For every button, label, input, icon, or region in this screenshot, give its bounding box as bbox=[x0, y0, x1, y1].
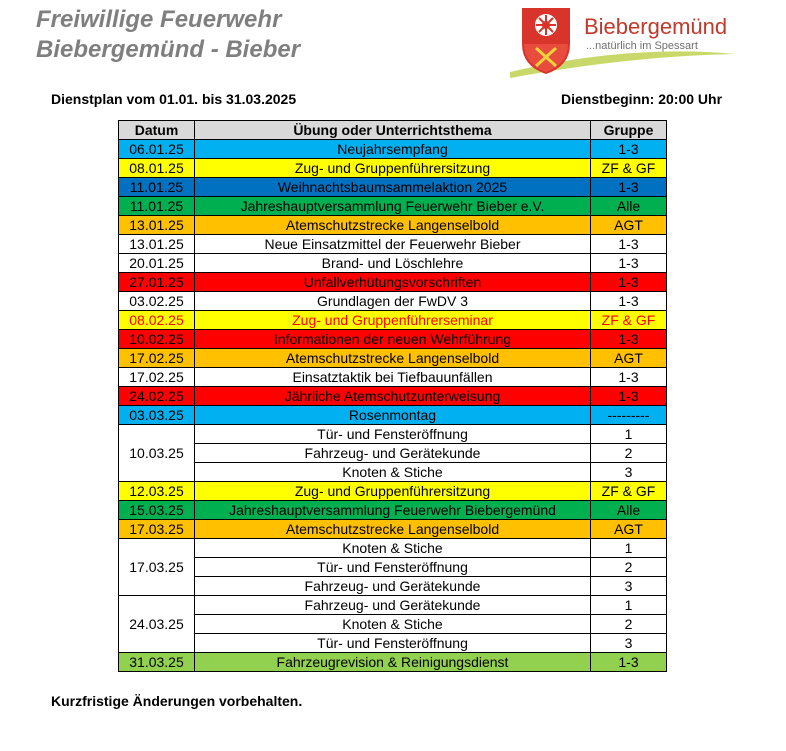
topic-cell: Knoten & Stiche bbox=[195, 539, 591, 558]
topic-cell: Jahreshauptversammlung Feuerwehr Bieber e.V. bbox=[195, 197, 591, 216]
date-cell: 03.03.25 bbox=[119, 406, 195, 425]
group-cell: ZF & GF bbox=[591, 482, 667, 501]
date-cell: 27.01.25 bbox=[119, 273, 195, 292]
topic-cell: Zug- und Gruppenführerseminar bbox=[195, 311, 591, 330]
date-cell: 17.03.25 bbox=[119, 539, 195, 596]
date-cell: 13.01.25 bbox=[119, 235, 195, 254]
column-header-topic: Übung oder Unterrichtsthema bbox=[195, 121, 591, 140]
topic-cell: Fahrzeugrevision & Reinigungsdienst bbox=[195, 653, 591, 672]
group-cell: 2 bbox=[591, 558, 667, 577]
topic-cell: Einsatztaktik bei Tiefbauunfällen bbox=[195, 368, 591, 387]
table-row bbox=[119, 254, 667, 273]
table-row bbox=[119, 216, 667, 235]
table-row bbox=[119, 634, 667, 653]
table-row bbox=[119, 520, 667, 539]
date-cell: 03.02.25 bbox=[119, 292, 195, 311]
table-row bbox=[119, 235, 667, 254]
topic-cell: Knoten & Stiche bbox=[195, 615, 591, 634]
date-cell: 24.02.25 bbox=[119, 387, 195, 406]
table-row bbox=[119, 349, 667, 368]
topic-cell: Zug- und Gruppenführersitzung bbox=[195, 482, 591, 501]
footer-note: Kurzfristige Änderungen vorbehalten. bbox=[51, 693, 303, 709]
group-cell: 1 bbox=[591, 596, 667, 615]
topic-cell: Rosenmontag bbox=[195, 406, 591, 425]
group-cell: AGT bbox=[591, 349, 667, 368]
date-cell: 20.01.25 bbox=[119, 254, 195, 273]
topic-cell: Tür- und Fensteröffnung bbox=[195, 558, 591, 577]
table-row bbox=[119, 482, 667, 501]
topic-cell: Atemschutzstrecke Langenselbold bbox=[195, 349, 591, 368]
topic-cell: Unfallverhütungsvorschriften bbox=[195, 273, 591, 292]
topic-cell: Grundlagen der FwDV 3 bbox=[195, 292, 591, 311]
topic-cell: Atemschutzstrecke Langenselbold bbox=[195, 520, 591, 539]
date-cell: 12.03.25 bbox=[119, 482, 195, 501]
date-cell: 31.03.25 bbox=[119, 653, 195, 672]
table-row bbox=[119, 387, 667, 406]
group-cell: 1-3 bbox=[591, 273, 667, 292]
table-row bbox=[119, 368, 667, 387]
column-header-date: Datum bbox=[119, 121, 195, 140]
table-header-row bbox=[119, 121, 667, 140]
group-cell: ZF & GF bbox=[591, 159, 667, 178]
group-cell: 1-3 bbox=[591, 235, 667, 254]
topic-cell: Tür- und Fensteröffnung bbox=[195, 425, 591, 444]
date-cell: 11.01.25 bbox=[119, 197, 195, 216]
table-row bbox=[119, 140, 667, 159]
duty-schedule-table bbox=[118, 120, 667, 672]
topic-cell: Informationen der neuen Wehrführung bbox=[195, 330, 591, 349]
topic-cell: Atemschutzstrecke Langenselbold bbox=[195, 216, 591, 235]
topic-cell: Jährliche Atemschutzunterweisung bbox=[195, 387, 591, 406]
group-cell: 2 bbox=[591, 615, 667, 634]
title-line-2: Biebergemünd - Bieber bbox=[36, 36, 301, 63]
date-cell: 17.02.25 bbox=[119, 349, 195, 368]
group-cell: AGT bbox=[591, 520, 667, 539]
date-cell: 08.01.25 bbox=[119, 159, 195, 178]
table-row bbox=[119, 539, 667, 558]
logo-wordmark: Biebergemünd bbox=[584, 14, 728, 39]
date-cell: 10.03.25 bbox=[119, 425, 195, 482]
group-cell: 1 bbox=[591, 539, 667, 558]
table-row bbox=[119, 463, 667, 482]
topic-cell: Jahreshauptversammlung Feuerwehr Biebergemünd bbox=[195, 501, 591, 520]
table-row bbox=[119, 311, 667, 330]
table-row bbox=[119, 292, 667, 311]
group-cell: 3 bbox=[591, 634, 667, 653]
date-cell: 11.01.25 bbox=[119, 178, 195, 197]
topic-cell: Weihnachtsbaumsammelaktion 2025 bbox=[195, 178, 591, 197]
group-cell: Alle bbox=[591, 197, 667, 216]
topic-cell: Tür- und Fensteröffnung bbox=[195, 634, 591, 653]
group-cell: 1-3 bbox=[591, 387, 667, 406]
table-row bbox=[119, 501, 667, 520]
group-cell: 3 bbox=[591, 463, 667, 482]
group-cell: 1-3 bbox=[591, 368, 667, 387]
column-header-group: Gruppe bbox=[591, 121, 667, 140]
logo-tagline: ...natürlich im Spessart bbox=[586, 40, 698, 52]
group-cell: 1-3 bbox=[591, 292, 667, 311]
date-cell: 17.02.25 bbox=[119, 368, 195, 387]
date-cell: 15.03.25 bbox=[119, 501, 195, 520]
group-cell: 1-3 bbox=[591, 178, 667, 197]
group-cell: 3 bbox=[591, 577, 667, 596]
group-cell: 1-3 bbox=[591, 330, 667, 349]
table-row bbox=[119, 558, 667, 577]
topic-cell: Zug- und Gruppenführersitzung bbox=[195, 159, 591, 178]
date-cell: 08.02.25 bbox=[119, 311, 195, 330]
table-row bbox=[119, 197, 667, 216]
topic-cell: Fahrzeug- und Gerätekunde bbox=[195, 577, 591, 596]
group-cell: 1-3 bbox=[591, 254, 667, 273]
plan-period-label: Dienstplan vom 01.01. bis 31.03.2025 bbox=[51, 91, 297, 107]
topic-cell: Fahrzeug- und Gerätekunde bbox=[195, 444, 591, 463]
group-cell: Alle bbox=[591, 501, 667, 520]
start-time-label: Dienstbeginn: 20:00 Uhr bbox=[561, 91, 723, 107]
group-cell: AGT bbox=[591, 216, 667, 235]
title-line-1: Freiwillige Feuerwehr bbox=[36, 6, 282, 33]
table-row bbox=[119, 653, 667, 672]
topic-cell: Neue Einsatzmittel der Feuerwehr Bieber bbox=[195, 235, 591, 254]
table-row bbox=[119, 178, 667, 197]
group-cell: 2 bbox=[591, 444, 667, 463]
group-cell: 1 bbox=[591, 425, 667, 444]
group-cell: 1-3 bbox=[591, 140, 667, 159]
table-row bbox=[119, 406, 667, 425]
group-cell: --------- bbox=[591, 406, 667, 425]
date-cell: 17.03.25 bbox=[119, 520, 195, 539]
date-cell: 13.01.25 bbox=[119, 216, 195, 235]
table-row bbox=[119, 273, 667, 292]
table-row bbox=[119, 330, 667, 349]
table-row bbox=[119, 615, 667, 634]
date-cell: 06.01.25 bbox=[119, 140, 195, 159]
topic-cell: Knoten & Stiche bbox=[195, 463, 591, 482]
table-row bbox=[119, 577, 667, 596]
date-cell: 24.03.25 bbox=[119, 596, 195, 653]
topic-cell: Brand- und Löschlehre bbox=[195, 254, 591, 273]
table-row bbox=[119, 425, 667, 444]
topic-cell: Neujahrsempfang bbox=[195, 140, 591, 159]
topic-cell: Fahrzeug- und Gerätekunde bbox=[195, 596, 591, 615]
group-cell: ZF & GF bbox=[591, 311, 667, 330]
table-row bbox=[119, 596, 667, 615]
date-cell: 10.02.25 bbox=[119, 330, 195, 349]
table-row bbox=[119, 444, 667, 463]
table-row bbox=[119, 159, 667, 178]
group-cell: 1-3 bbox=[591, 653, 667, 672]
